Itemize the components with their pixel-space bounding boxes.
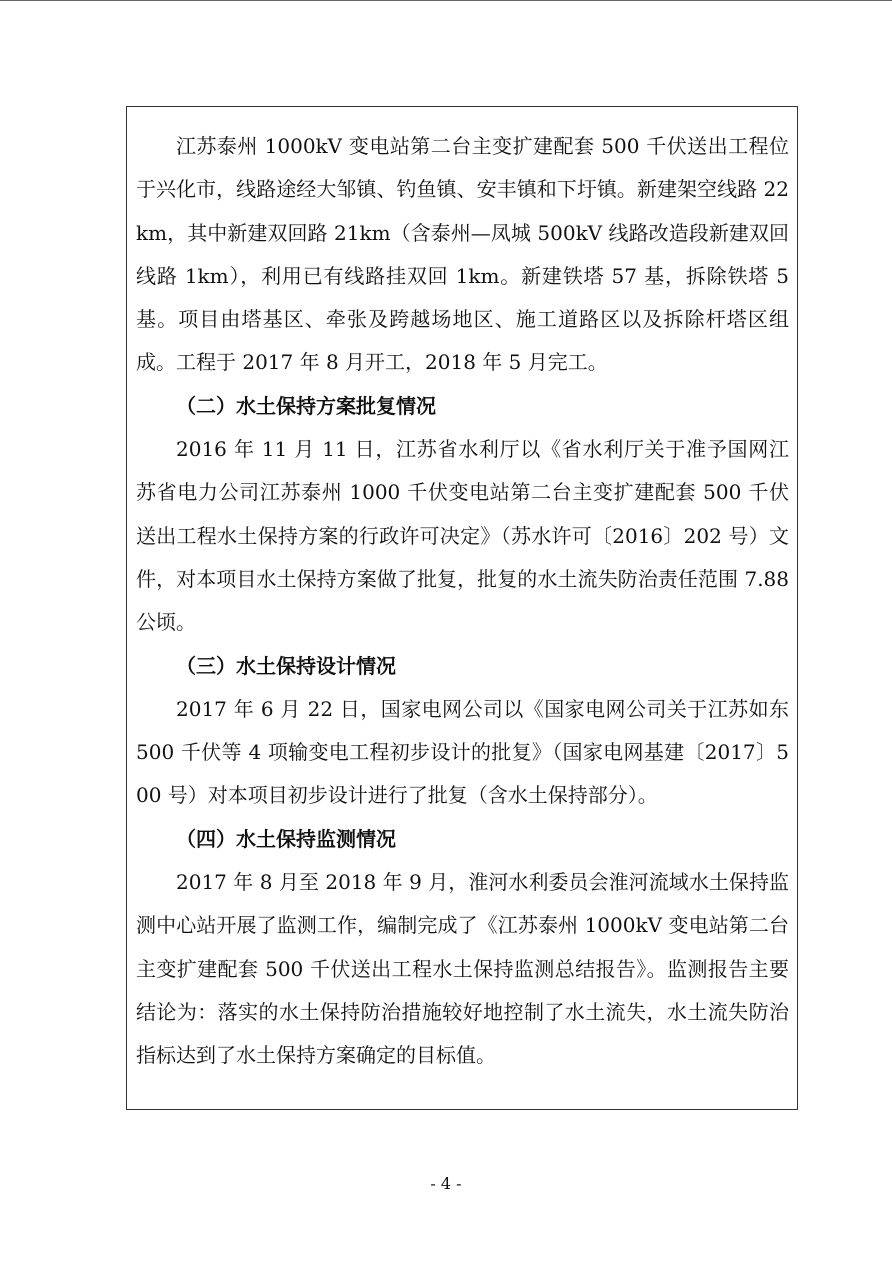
design-paragraph: 2017 年 6 月 22 日，国家电网公司以《国家电网公司关于江苏如东 500 千伏等 4 项输变电工程初步设计的批复》（国家电网基建〔2017〕500 号）对本项目初步设计进行了批复（含水土保持部分）。 xyxy=(136,696,789,808)
content-frame xyxy=(126,106,798,1110)
section-heading-monitoring: （四）水土保持监测情况 xyxy=(176,826,396,851)
plan-approval-paragraph: 2016 年 11 月 11 日，江苏省水利厅以《省水利厅关于准予国网江苏省电力公司江苏泰州 1000 千伏变电站第二台主变扩建配套 500 千伏送出工程水土保持方案的行政许可决定》（苏水许可〔2016〕202 号）文件，对本项目水土保持方案做了批复，批复的水土流失防治责任范围 7.88 公顷。 xyxy=(136,437,789,635)
section-heading-design: （三）水土保持设计情况 xyxy=(176,653,396,678)
page-number: - 4 - xyxy=(430,1174,462,1193)
top-rule xyxy=(0,0,892,1)
project-overview-paragraph: 江苏泰州 1000kV 变电站第二台主变扩建配套 500 千伏送出工程位于兴化市，线路途经大邹镇、钓鱼镇、安丰镇和下圩镇。新建架空线路 22km，其中新建双回路 21km（含泰州—凤城 500kV 线路改造段新建双回线路 1km），利用已有线路挂双回 1km。新建铁塔 57 基，拆除铁塔 5 基。项目由塔基区、牵张及跨越场地区、施工道路区以及拆除杆塔区组成。工程于 2017 年 8 月开工，2018 年 5 月完工。 xyxy=(136,134,789,375)
monitoring-paragraph: 2017 年 8 月至 2018 年 9 月，淮河水利委员会淮河流域水土保持监测中心站开展了监测工作，编制完成了《江苏泰州 1000kV 变电站第二台主变扩建配套 500 千伏送出工程水土保持监测总结报告》。监测报告主要结论为：落实的水土保持防治措施较好地控制了水土流失，水土流失防治指标达到了水土保持方案确定的目标值。 xyxy=(136,870,789,1068)
section-heading-plan-approval: （二）水土保持方案批复情况 xyxy=(176,393,436,418)
